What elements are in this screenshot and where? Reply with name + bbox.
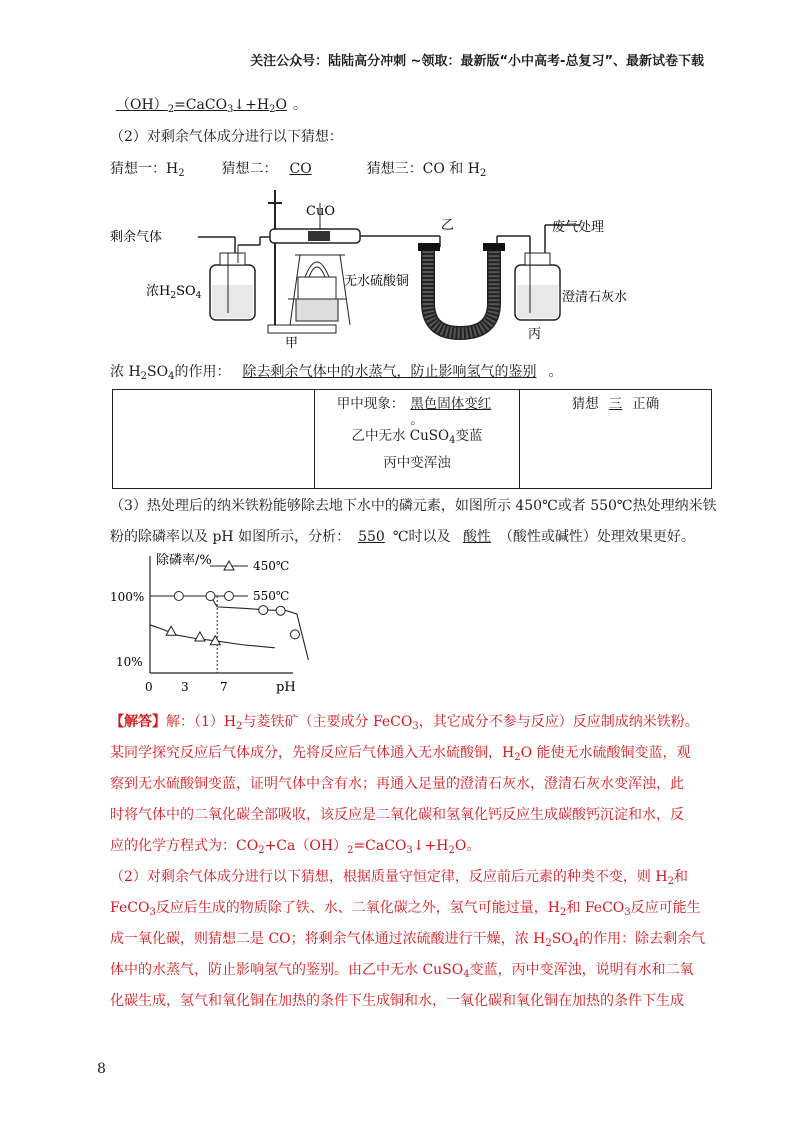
series-line-550℃ bbox=[150, 596, 308, 660]
x-axis-label: pH bbox=[276, 680, 296, 695]
marker-550-4 bbox=[290, 630, 299, 639]
answer-line-5: 应的化学方程式为：$CO_2+Ca(OH)_2=CaCO_3↓+H_2O$。 bbox=[110, 838, 481, 856]
marker-450-0 bbox=[166, 626, 176, 635]
x-tick-7: 7 bbox=[220, 680, 228, 694]
answer-line-4: 时将气体中的二氧化碳全部吸收，该反应是二氧化碳和氢氧化钙反应生成碳酸钙沉淀和水，反 bbox=[110, 807, 684, 823]
marker-550-3 bbox=[276, 606, 285, 615]
table-cell-empty bbox=[113, 390, 315, 489]
apparatus-diagram bbox=[110, 185, 670, 350]
answer-line-6: （2）对剩余气体成分进行以下猜想，根据质量守恒定律，反应前后元素的种类不变，则 $H_2$和 bbox=[110, 869, 688, 887]
answer-line-1: 【解答】解：$(1)H_2$与菱铁矿（主要成分 FeCO$_3$，其它成分不参与反应）反应制成纳米铁粉。 bbox=[110, 714, 699, 732]
label-waste: 废气处理 bbox=[552, 220, 605, 235]
label-gas-in: 剩余气体 bbox=[110, 230, 163, 245]
marker-550-0 bbox=[174, 592, 183, 601]
answer-line-9: 体中的水蒸气，防止影响氢气的鉴别。由乙中无水 CuSO$_4$变蓝，丙中变浑浊，说明有水和二氧 bbox=[110, 962, 694, 980]
label-bing: 丙 bbox=[528, 327, 542, 342]
y-tick-100: 100% bbox=[110, 590, 145, 604]
legend-label-550: 550℃ bbox=[253, 589, 290, 603]
legend-marker-550 bbox=[225, 592, 234, 601]
part3-line2: 粉的除磷率以及 pH 如图所示，分析： 550 ℃时以及 酸性 （酸性或碱性）处理效果更好。 bbox=[110, 529, 695, 545]
label-conc-h2so4: 浓$H_2SO_4$ bbox=[146, 284, 202, 301]
answer-line-3: 察到无水硫酸铜变蓝，证明气体中含有水；再通入足量的澄清石灰水，澄清石灰水变浑浊，此 bbox=[110, 776, 684, 792]
h2so4-role-line: 浓 $H_2SO_4$的作用： 除去剩余气体中的水蒸气，防止影响氢气的鉴别 。 bbox=[110, 364, 563, 382]
results-table bbox=[112, 389, 712, 489]
y-tick-10: 10% bbox=[116, 655, 143, 669]
marker-550-2 bbox=[259, 606, 268, 615]
marker-550-1 bbox=[206, 592, 215, 601]
x-tick-3: 3 bbox=[181, 680, 189, 694]
page-header: 关注公众号：陆陆高分冲刺 ~领取：最新版“小中高考-总复习”、最新试卷下载 bbox=[250, 54, 704, 69]
phosphorus-removal-chart bbox=[108, 548, 328, 698]
marker-450-1 bbox=[195, 632, 205, 641]
answer-line-8: 成一氧化碳，则猜想二是 CO；将剩余气体通过浓硫酸进行干燥，浓 $H_2SO_4$的作用：除去剩余气 bbox=[110, 931, 706, 949]
label-limewater: 澄清石灰水 bbox=[562, 290, 628, 305]
question-2-intro: （2）对剩余气体成分进行以下猜想： bbox=[110, 129, 343, 145]
equation-continuation: $(OH)_2=CaCO_3↓+H_2O$ 。 bbox=[116, 97, 307, 115]
label-cuo: CuO bbox=[306, 204, 335, 219]
label-anhydrous: 无水硫酸铜 bbox=[344, 274, 410, 289]
answer-line-2: 某同学探究反应后气体成分，先将反应后气体通入无水硫酸铜，$H_2O$ 能使无水硫酸铜变蓝，观 bbox=[110, 745, 691, 763]
answer-line-7: FeCO$_3$反应后生成的物质除了铁、水、二氧化碳之外，氢气可能过量，$H_2$和 FeCO$_3$反应可能生 bbox=[110, 900, 701, 918]
label-jia: 甲 bbox=[285, 336, 299, 350]
part3-line1: （3）热处理后的纳米铁粉能够除去地下水中的磷元素，如图所示 450℃或者 550℃热处理纳米铁 bbox=[110, 498, 717, 514]
x-tick-0: 0 bbox=[145, 680, 153, 694]
table-cell-phenomena: 甲中现象： 黑色固体变红 。 乙中无水 CuSO$_4$变蓝 丙中变浑浊 bbox=[315, 390, 520, 489]
y-axis-label: 除磷率/% bbox=[156, 553, 212, 568]
label-yi: 乙 bbox=[441, 218, 455, 233]
page-number: 8 bbox=[97, 1061, 106, 1077]
guesses-line: 猜想一：$H_2$ 猜想二： CO 猜想三：CO 和 $H_2$ bbox=[110, 161, 487, 179]
table-cell-conclusion: 猜想 三 正确 bbox=[520, 390, 712, 489]
legend-label-450: 450℃ bbox=[253, 559, 290, 573]
answer-line-10: 化碳生成，氢气和氧化铜在加热的条件下生成铜和水，一氧化碳和氧化铜在加热的条件下生成 bbox=[110, 993, 684, 1009]
